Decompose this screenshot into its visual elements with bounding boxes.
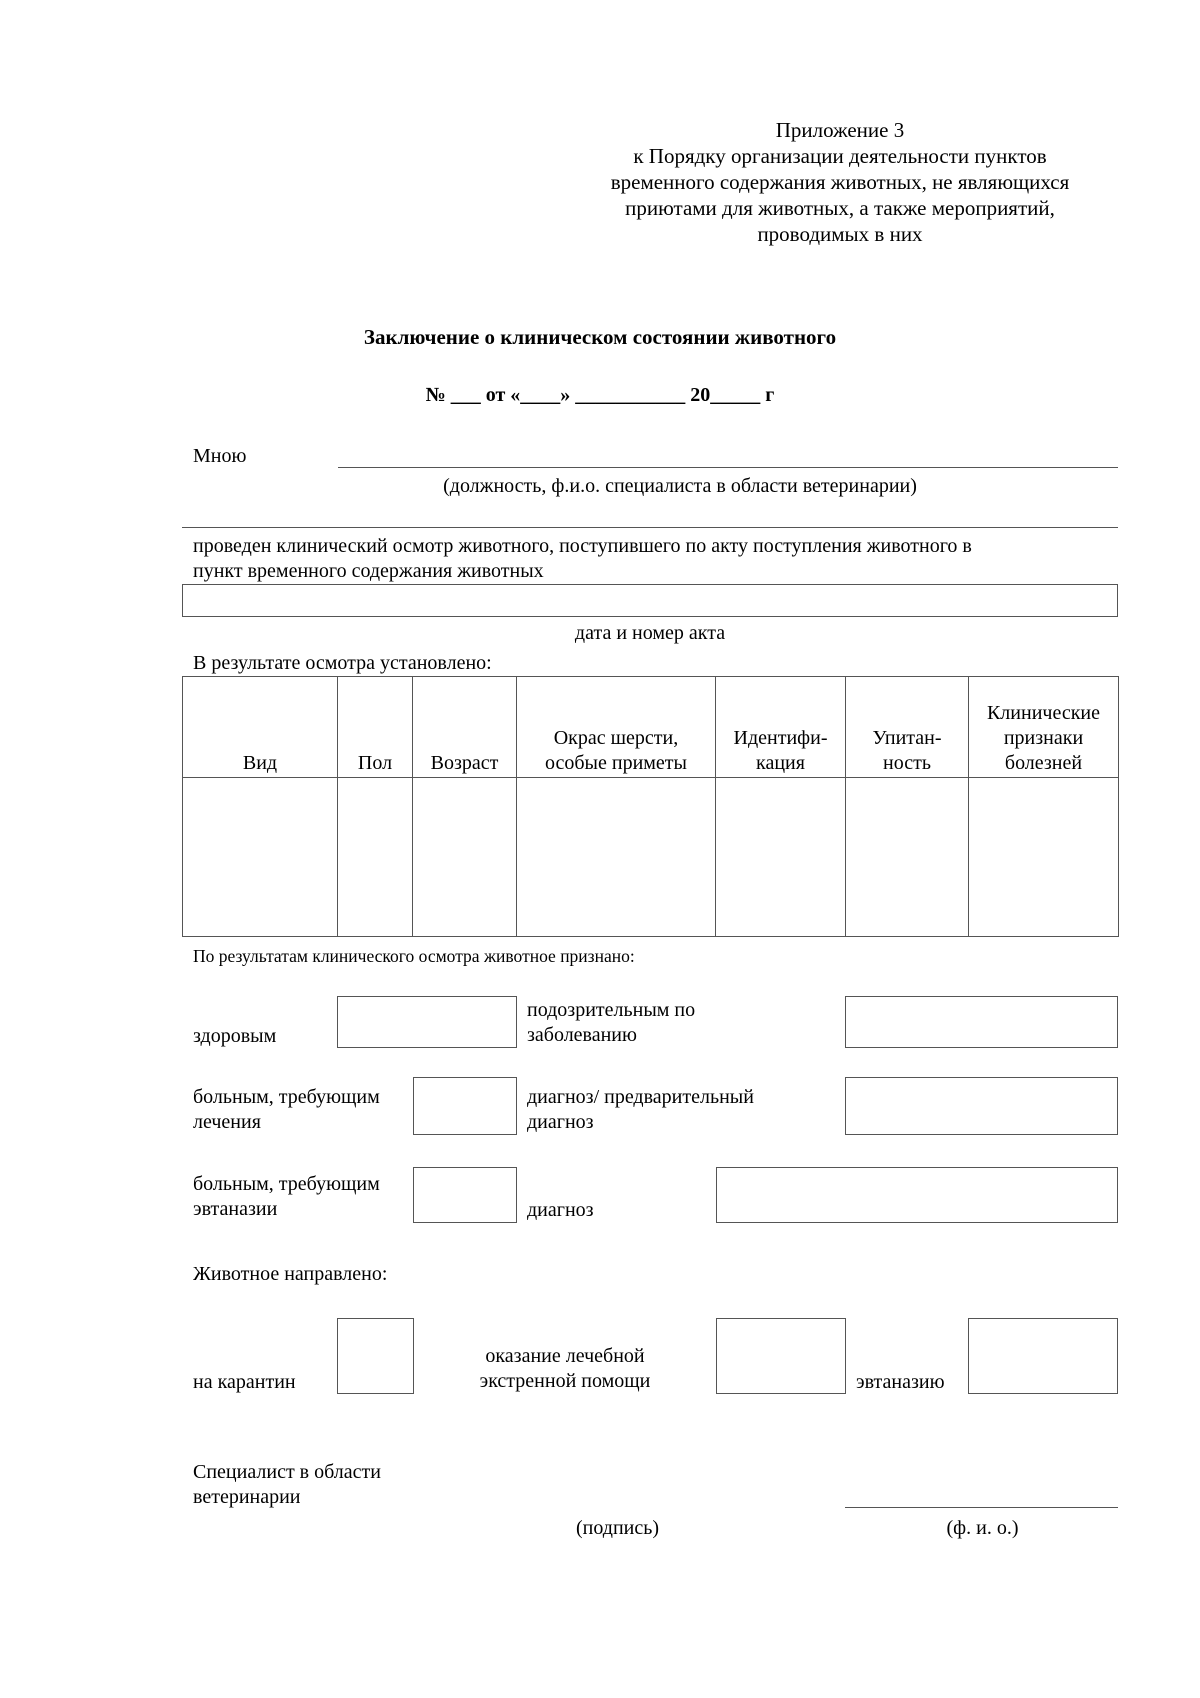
- euthanasia-checkbox[interactable]: [968, 1318, 1118, 1394]
- direction-heading: Животное направлено:: [193, 1263, 388, 1285]
- appendix-line: проводимых в них: [757, 222, 923, 246]
- table-cell[interactable]: [716, 778, 846, 937]
- appendix-line: Приложение 3: [775, 118, 905, 142]
- suspicious-label: заболеванию: [527, 1024, 637, 1046]
- appendix-line: к Порядку организации деятельности пунктов: [633, 144, 1047, 168]
- table-cell[interactable]: [183, 778, 338, 937]
- table-cell[interactable]: [846, 778, 969, 937]
- table-cell[interactable]: [969, 778, 1119, 937]
- prelim-diagnosis-label: диагноз/ предварительный: [527, 1086, 754, 1108]
- column-header: Клинические признаки болезней: [969, 677, 1119, 778]
- name-line-field[interactable]: [845, 1507, 1118, 1508]
- sick-treatment-label: больным, требующим: [193, 1086, 380, 1108]
- document-title: Заключение о клиническом состоянии животного: [363, 325, 837, 349]
- specialist-label: ветеринарии: [193, 1486, 301, 1508]
- column-header: Вид: [183, 677, 338, 778]
- act-caption: дата и номер акта: [574, 622, 726, 644]
- diagnosis-field[interactable]: [716, 1167, 1118, 1223]
- act-date-number-field[interactable]: [182, 584, 1118, 617]
- diagnosis-label: диагноз: [527, 1199, 594, 1221]
- sick-euthanasia-label: больным, требующим: [193, 1173, 380, 1195]
- table-row: [183, 778, 1119, 937]
- appendix-line: приютами для животных, а также мероприятий,: [625, 196, 1055, 220]
- prelim-diagnosis-field[interactable]: [845, 1077, 1118, 1135]
- sick-treatment-checkbox[interactable]: [413, 1077, 517, 1135]
- healthy-label: здоровым: [193, 1025, 277, 1047]
- sick-euthanasia-label: эвтаназии: [193, 1198, 278, 1220]
- sick-euthanasia-checkbox[interactable]: [413, 1167, 517, 1223]
- quarantine-label: на карантин: [193, 1371, 296, 1393]
- euthanasia-label: эвтаназию: [856, 1371, 945, 1393]
- suspicious-field[interactable]: [845, 996, 1118, 1048]
- column-header: Возраст: [413, 677, 517, 778]
- specialist-name-field[interactable]: [338, 467, 1118, 468]
- table-cell[interactable]: [413, 778, 517, 937]
- table-header-row: [183, 677, 1119, 778]
- exam-results-table: [182, 676, 1119, 937]
- column-header: Идентифи- кация: [716, 677, 846, 778]
- column-header: Пол: [338, 677, 413, 778]
- result-heading: В результате осмотра установлено:: [193, 652, 492, 674]
- specialist-continuation-field[interactable]: [182, 527, 1118, 528]
- sick-treatment-label: лечения: [193, 1111, 261, 1133]
- prelim-diagnosis-label: диагноз: [527, 1111, 594, 1133]
- exam-text-line: пункт временного содержания животных: [193, 560, 544, 582]
- table-cell[interactable]: [338, 778, 413, 937]
- emergency-checkbox[interactable]: [716, 1318, 846, 1394]
- specialist-caption: (должность, ф.и.о. специалиста в области ветеринарии): [443, 475, 917, 497]
- name-caption: (ф. и. о.): [946, 1517, 1019, 1539]
- number-date-line: № ___ от «____» ___________ 20_____ г: [425, 384, 775, 406]
- specialist-label: Специалист в области: [193, 1461, 381, 1483]
- exam-text-line: проведен клинический осмотр животного, поступившего по акту поступления животного в: [193, 535, 972, 557]
- conclusion-heading: По результатам клинического осмотра животное признано:: [193, 946, 635, 966]
- table-cell[interactable]: [517, 778, 716, 937]
- appendix-header: [560, 117, 1120, 247]
- emergency-label: экстренной помощи: [479, 1370, 651, 1392]
- column-header: Упитан- ность: [846, 677, 969, 778]
- signature-caption: (подпись): [575, 1517, 660, 1539]
- quarantine-checkbox[interactable]: [337, 1318, 414, 1394]
- appendix-line: временного содержания животных, не являющихся: [610, 170, 1070, 194]
- by-me-label: Мною: [193, 445, 247, 467]
- emergency-label: оказание лечебной: [485, 1345, 645, 1367]
- healthy-checkbox[interactable]: [337, 996, 517, 1048]
- suspicious-label: подозрительным по: [527, 999, 696, 1021]
- column-header: Окрас шерсти, особые приметы: [517, 677, 716, 778]
